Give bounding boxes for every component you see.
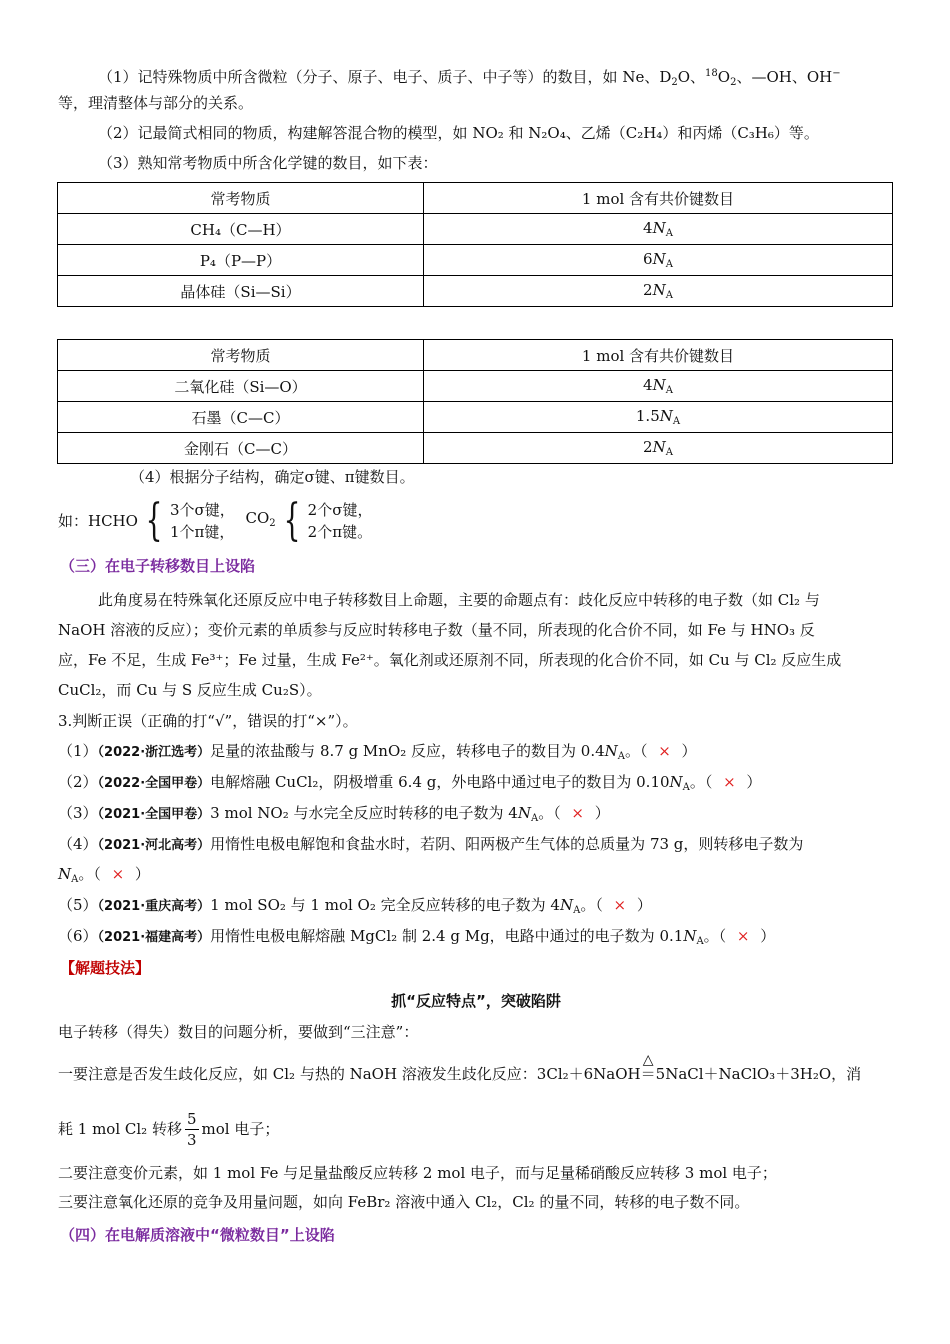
wrong-mark-icon: ×	[736, 927, 750, 945]
judge-item: （2）（2022·全国甲卷）电解熔融 CuCl₂，阴极增重 6.4 g，外电路中通过电子的数目为 $0.10N_A$。（ × ）	[58, 773, 762, 793]
table-row	[58, 371, 893, 402]
para-1-line1: （1）记特殊物质中所含微粒（分子、原子、电子、质子、中子等）的数目，如 Ne、$D_2O$、$^{18}O_2$、—OH、OH−	[98, 68, 841, 88]
para-3-line4: CuCl₂，而 Cu 与 S 反应生成 Cu₂S）。	[58, 681, 322, 699]
table-row	[58, 433, 893, 464]
table-header	[58, 340, 893, 371]
rule-1-line1: 一要注意是否发生歧化反应，如 Cl₂ 与热的 NaOH 溶液发生歧化反应：3Cl₂＋6NaOH △ ＝5NaCl＋NaClO₃＋3H₂O，消	[58, 1052, 862, 1083]
table-row	[58, 214, 893, 245]
table-cell: P₄（P—P）	[58, 245, 424, 276]
wrong-mark-icon: ×	[111, 865, 125, 883]
rule-3: 三要注意氧化还原的竞争及用量问题，如向 FeBr₂ 溶液中通入 Cl₂，Cl₂ 的量不同，转移的电子数不同。	[58, 1193, 750, 1211]
para-2: （2）记最简式相同的物质，构建解答混合物的模型，如 NO₂ 和 N₂O₄、乙烯（C₂H₄）和丙烯（C₃H₆）等。	[98, 124, 819, 142]
table-header-cell: 1 mol 含有共价键数目	[424, 183, 893, 214]
table-header-cell: 常考物质	[58, 183, 424, 214]
table-cell: $1.5N_A$	[424, 402, 893, 433]
technique-heading: 【解题技法】	[60, 959, 151, 977]
judge-item: （3）（2021·全国甲卷）3 mol NO₂ 与水完全反应时转移的电子数为 $4N_A$。（ × ）	[58, 804, 610, 824]
para-3-line2: NaOH 溶液的反应）；变价元素的单质参与反应时转移电子数（量不同，所表现的化合价不同，如 Fe 与 HNO₃ 反	[58, 621, 815, 639]
left-brace-icon: {	[283, 495, 301, 546]
table-cell: 金刚石（C—C）	[58, 433, 424, 464]
table-cell: $4N_A$	[424, 214, 893, 245]
table-header	[58, 183, 893, 214]
question-3-title: 3.判断正误（正确的打“√”，错误的打“×”）。	[58, 712, 358, 730]
table-cell: $2N_A$	[424, 276, 893, 307]
bond-table-2	[57, 339, 893, 464]
technique-subtitle: 抓“反应特点”，突破陷阱	[391, 992, 561, 1010]
judge-item: （4）（2021·河北高考）用惰性电极电解饱和食盐水时，若阴、阳两极产生气体的总质量为 73 g，则转移电子数为	[58, 835, 804, 853]
wrong-mark-icon: ×	[613, 896, 627, 914]
table-cell: $6N_A$	[424, 245, 893, 276]
para-3-line3: 应，Fe 不足，生成 Fe³⁺；Fe 过量，生成 Fe²⁺。氧化剂或还原剂不同，所表现的化合价不同，如 Cu 与 Cl₂ 反应生成	[58, 651, 842, 669]
table-row	[58, 276, 893, 307]
table-header-cell: 常考物质	[58, 340, 424, 371]
bond-table-1	[57, 182, 893, 307]
section-4-heading: （四）在电解质溶液中“微粒数目”上设陷	[60, 1226, 335, 1244]
wrong-mark-icon: ×	[571, 804, 584, 822]
wrong-mark-icon: ×	[723, 773, 736, 791]
rule-2: 二要注意变价元素，如 1 mol Fe 与足量盐酸反应转移 2 mol 电子，而与足量稀硝酸反应转移 3 mol 电子；	[58, 1164, 777, 1182]
table-row	[58, 402, 893, 433]
heat-triangle-icon: △	[642, 1052, 654, 1068]
table-cell: CH₄（C—H）	[58, 214, 424, 245]
wrong-mark-icon: ×	[658, 742, 671, 760]
table-cell: 晶体硅（Si—Si）	[58, 276, 424, 307]
judge-item-cont: $N_A$。（ × ）	[58, 865, 150, 885]
table-row	[58, 245, 893, 276]
judge-item: （6）（2021·福建高考）用惰性电极电解熔融 MgCl₂ 制 2.4 g Mg，电路中通过的电子数为 $0.1N_A$。（ × ）	[58, 927, 776, 947]
para-1-line2: 等，理清整体与部分的关系。	[58, 94, 254, 112]
sigma-pi-example: 如：HCHO { 3个σ键， 1个π键， $CO_2$ { 2个σ键， 2个π键。	[58, 495, 373, 546]
judge-item: （1）（2022·浙江选考）足量的浓盐酸与 8.7 g MnO₂ 反应，转移电子的数目为 $0.4N_A$。（ × ）	[58, 742, 697, 762]
technique-intro: 电子转移（得失）数目的问题分析，要做到“三注意”：	[58, 1023, 419, 1041]
table-cell: $2N_A$	[424, 433, 893, 464]
judge-item: （5）（2021·重庆高考）1 mol SO₂ 与 1 mol O₂ 完全反应转移的电子数为 $4N_A$。（ × ）	[58, 896, 652, 916]
table-cell: 二氧化硅（Si—O）	[58, 371, 424, 402]
section-3-heading: （三）在电子转移数目上设陷	[60, 557, 256, 575]
rule-1-line2: 耗 1 mol Cl₂ 转移 $\frac{5}{3}$ mol 电子；	[58, 1109, 280, 1149]
para-3-line1: 此角度易在特殊氧化还原反应中电子转移数目上命题，主要的命题点有：歧化反应中转移的电子数（如 Cl₂ 与	[98, 591, 820, 609]
fraction: $\frac{5}{3}$	[186, 1109, 197, 1149]
table-header-cell: 1 mol 含有共价键数目	[424, 340, 893, 371]
para-4: （4）根据分子结构，确定σ键、π键数目。	[130, 468, 415, 486]
table-cell: 石墨（C—C）	[58, 402, 424, 433]
para-3: （3）熟知常考物质中所含化学键的数目，如下表：	[98, 154, 438, 172]
left-brace-icon: {	[145, 495, 163, 546]
table-cell: $4N_A$	[424, 371, 893, 402]
